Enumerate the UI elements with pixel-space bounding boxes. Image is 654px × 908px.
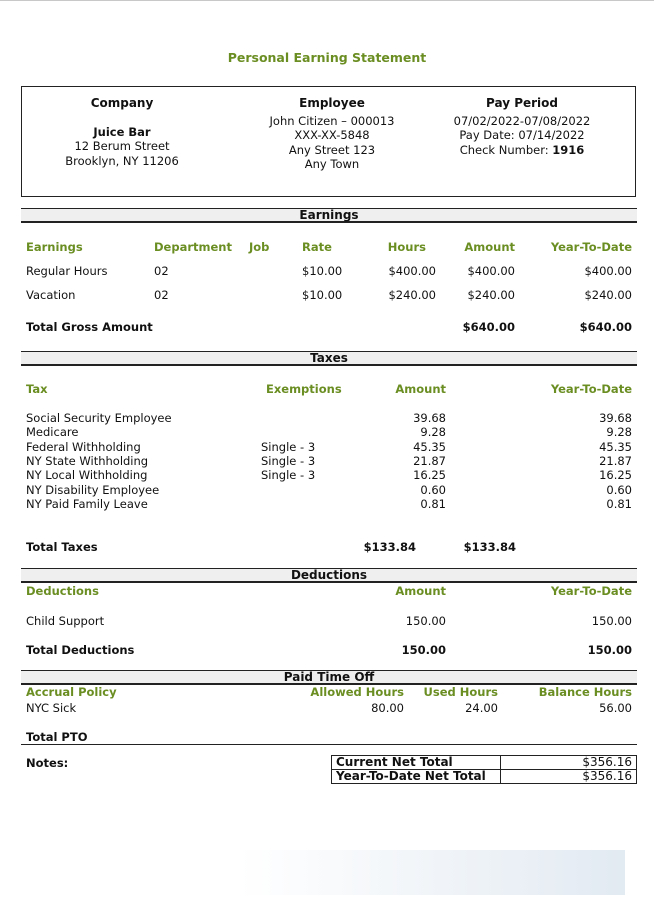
tax-name: NY State Withholding [26, 454, 149, 468]
earnings-amount: $400.00 [467, 264, 515, 278]
tax-ytd: 9.28 [606, 425, 632, 439]
rate-col-header: Rate [302, 240, 332, 254]
pto-balance: 56.00 [599, 701, 632, 715]
current-net-row [332, 756, 637, 770]
company-address-line1: 12 Berum Street [74, 139, 170, 153]
tax-amount: 16.25 [413, 468, 446, 482]
earnings-rate: $10.00 [302, 288, 343, 302]
tax-name: Social Security Employee [26, 411, 172, 425]
tax-amount: 0.81 [420, 497, 446, 511]
tax-ytd: 21.87 [599, 454, 632, 468]
earnings-amount: $240.00 [467, 288, 515, 302]
earnings-section-bar: Earnings [21, 208, 637, 223]
total-gross-label: Total Gross Amount [26, 320, 153, 334]
pto-allowed: 80.00 [371, 701, 404, 715]
total-taxes-ytd: $133.84 [463, 540, 516, 554]
tax-name: NY Local Withholding [26, 468, 148, 482]
deductions-section-bar: Deductions [21, 568, 637, 583]
company-heading: Company [90, 96, 154, 110]
employee-heading: Employee [299, 96, 365, 110]
tax-amount: 21.87 [413, 454, 446, 468]
pto-divider [21, 744, 637, 745]
page-title: Personal Earning Statement [227, 50, 427, 65]
tax-ytd: 0.60 [606, 483, 632, 497]
company-address-line2: Brooklyn, NY 11206 [65, 153, 179, 168]
tax-amount: 9.28 [420, 425, 446, 439]
deduction-name: Child Support [26, 614, 105, 628]
tax-amount: 39.68 [413, 411, 446, 425]
faded-watermark [240, 850, 625, 895]
tax-amount: 0.60 [420, 483, 446, 497]
employee-ssn: XXX-XX-5848 [294, 128, 370, 142]
total-deductions-ytd: 150.00 [587, 643, 632, 657]
earnings-rate: $10.00 [302, 264, 343, 278]
earnings-name: Regular Hours [26, 264, 108, 278]
pto-used: 24.00 [465, 701, 498, 715]
tax-ytd: 0.81 [606, 497, 632, 511]
earnings-ytd: $400.00 [584, 264, 632, 278]
earnings-hours: $240.00 [388, 288, 436, 302]
tax-ytd-col-header: Year-To-Date [550, 382, 632, 396]
deduction-ytd-col-header: Year-To-Date [550, 584, 632, 598]
tax-amount-col-header: Amount [395, 382, 446, 396]
pay-period-heading: Pay Period [486, 96, 558, 110]
pto-policy: NYC Sick [26, 701, 77, 715]
deduction-amount: 150.00 [405, 614, 446, 628]
hours-col-header: Hours [387, 240, 426, 254]
tax-name: Medicare [26, 425, 79, 439]
current-net-label: Current Net Total [332, 756, 501, 770]
earnings-ytd: $240.00 [584, 288, 632, 302]
earnings-col-header: Earnings [26, 240, 83, 254]
notes-label: Notes: [26, 756, 69, 770]
exemptions-col-header: Exemptions [266, 382, 342, 396]
allowed-hours-col-header: Allowed Hours [310, 685, 404, 699]
tax-exemptions: Single - 3 [261, 440, 316, 454]
earnings-hours: $400.00 [388, 264, 436, 278]
department-col-header: Department [154, 240, 232, 254]
total-taxes-amount: $133.84 [363, 540, 416, 554]
deduction-amount-col-header: Amount [395, 584, 446, 598]
employee-block [232, 96, 432, 172]
total-deductions-label: Total Deductions [26, 643, 135, 657]
deductions-col-header: Deductions [26, 584, 99, 598]
net-total-table [331, 755, 637, 784]
accrual-policy-col-header: Accrual Policy [26, 685, 117, 699]
tax-exemptions: Single - 3 [261, 454, 316, 468]
company-block [22, 96, 222, 168]
amount-col-header: Amount [464, 240, 515, 254]
total-deductions-amount: 150.00 [401, 643, 446, 657]
employee-address-line1: Any Street 123 [288, 142, 376, 157]
total-gross-amount: $640.00 [462, 320, 515, 334]
tax-amount: 45.35 [413, 440, 446, 454]
deduction-ytd: 150.00 [591, 614, 632, 628]
tax-ytd: 39.68 [599, 411, 632, 425]
company-name: Juice Bar [93, 124, 151, 139]
ytd-col-header: Year-To-Date [550, 240, 632, 254]
tax-ytd: 45.35 [599, 440, 632, 454]
employee-address-line2: Any Town [304, 157, 360, 171]
current-net-value: $356.16 [501, 756, 637, 770]
pto-section-bar: Paid Time Off [21, 670, 637, 685]
earnings-department: 02 [154, 288, 169, 302]
header-info-box [21, 86, 636, 197]
used-hours-col-header: Used Hours [423, 685, 498, 699]
balance-hours-col-header: Balance Hours [538, 685, 632, 699]
tax-name: Federal Withholding [26, 440, 141, 454]
job-col-header: Job [249, 240, 270, 254]
check-number-line [422, 143, 622, 158]
tax-ytd: 16.25 [599, 468, 632, 482]
earnings-department: 02 [154, 264, 169, 278]
taxes-section-bar: Taxes [21, 351, 637, 366]
tax-name: NY Disability Employee [26, 483, 160, 497]
tax-exemptions: Single - 3 [261, 468, 316, 482]
ytd-net-row [332, 770, 637, 784]
tax-name: NY Paid Family Leave [26, 497, 148, 511]
pay-period-range: 07/02/2022-07/08/2022 [453, 113, 591, 128]
earnings-name: Vacation [26, 288, 76, 302]
total-pto-label: Total PTO [26, 730, 88, 744]
tax-col-header: Tax [26, 382, 48, 396]
ytd-net-value: $356.16 [501, 770, 637, 784]
check-number: 1916 [552, 142, 585, 157]
ytd-net-label: Year-To-Date Net Total [332, 770, 501, 784]
total-taxes-label: Total Taxes [26, 540, 98, 554]
check-number-label: Check Number: [459, 142, 549, 157]
employee-name-id: John Citizen – 000013 [269, 113, 395, 128]
pay-date: Pay Date: 07/14/2022 [459, 128, 585, 142]
total-gross-ytd: $640.00 [579, 320, 632, 334]
top-divider [0, 0, 654, 1]
pay-period-block [422, 96, 622, 157]
